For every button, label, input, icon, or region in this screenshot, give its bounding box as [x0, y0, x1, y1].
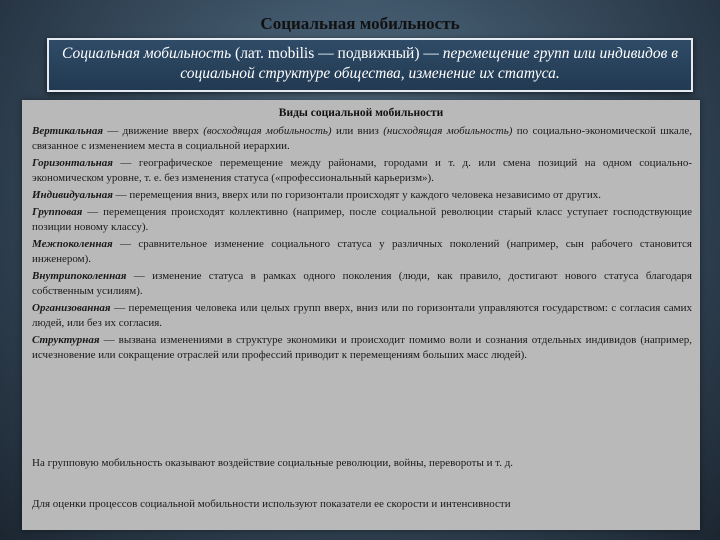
definition-text: перемещение групп или индивидов в социальной структуре общества, изменение их статуса. [180, 45, 678, 82]
definition-latin: (лат. mobilis — подвижный) — [231, 45, 443, 62]
type-item [32, 301, 692, 331]
type-definition-part: — перемещения человека или целых групп вверх, вниз или по горизонтали управляются государством: с согласия самих людей, или без их согласия. [32, 302, 692, 329]
type-item [32, 205, 692, 235]
type-definition-part: — перемещения происходят коллективно (например, после социальной революции старый класс уступает господствующие позиции новому классу). [32, 206, 692, 233]
note-group-mobility: На групповую мобильность оказывают воздействие социальные революции, войны, перевороты и т. д. [32, 457, 514, 469]
type-term: Структурная [32, 334, 100, 346]
type-definition [32, 270, 692, 297]
type-definition-part: — вызвана изменениями в структуре экономики и происходит помимо воли и сознания отдельных индивидов (например, исчезновение или сокращение отраслей или профессий приводит к перемещениям больших масс людей). [32, 334, 692, 361]
definition-box [47, 38, 693, 92]
type-definition-part: — движение вверх [103, 125, 204, 137]
type-definition-part: — сравнительное изменение социального статуса у различных поколений (например, сын рабочего становится инженером). [32, 238, 692, 265]
type-item [32, 269, 692, 299]
type-item [32, 156, 692, 186]
type-item [32, 237, 692, 267]
type-definition-part: или вниз [331, 125, 384, 137]
type-term: Горизонтальная [32, 157, 113, 169]
type-definition [32, 302, 692, 329]
note-indicators: Для оценки процессов социальной мобильности используют показатели ее скорости и интенсивности [32, 498, 511, 510]
type-term: Внутрипоколенная [32, 270, 127, 282]
type-definition-part: — перемещения вниз, вверх или по горизонтали происходят у каждого человека независимо от других. [112, 189, 602, 201]
type-definition-part: по социально-экономической шкале, связанное с изменением места в социальной иерархии. [32, 125, 692, 152]
type-definition [32, 125, 692, 152]
slide-title: Социальная мобильность [260, 14, 460, 33]
type-definition-part: (восходящая мобильность) [203, 125, 332, 137]
type-definition [32, 157, 692, 184]
types-panel [22, 100, 700, 530]
type-term: Вертикальная [32, 125, 103, 137]
type-definition [32, 206, 692, 233]
types-list [32, 124, 692, 365]
type-term: Групповая [32, 206, 83, 218]
type-definition [32, 334, 692, 361]
type-term: Индивидуальная [32, 189, 113, 201]
definition-term: Социальная мобильность [62, 45, 232, 62]
type-definition-part: — изменение статуса в рамках одного поколения (люди, как правило, достигают нового статуса благодаря собственным усилиям). [32, 270, 692, 297]
type-definition-part: — географическое перемещение между районами, городами и т. д. или смена позиций на одном социально-экономическом уровне, т. е. без изменения статуса («профессиональный карьеризм»). [32, 157, 692, 184]
type-definition [113, 189, 601, 201]
type-item [32, 333, 692, 363]
type-term: Организованная [32, 302, 111, 314]
panel-title: Виды социальной мобильности [278, 107, 444, 119]
type-definition [32, 238, 692, 265]
type-definition-part: (нисходящая мобильность) [383, 125, 513, 137]
type-item [32, 124, 692, 154]
type-item [32, 188, 692, 203]
type-term: Межпоколенная [32, 238, 113, 250]
